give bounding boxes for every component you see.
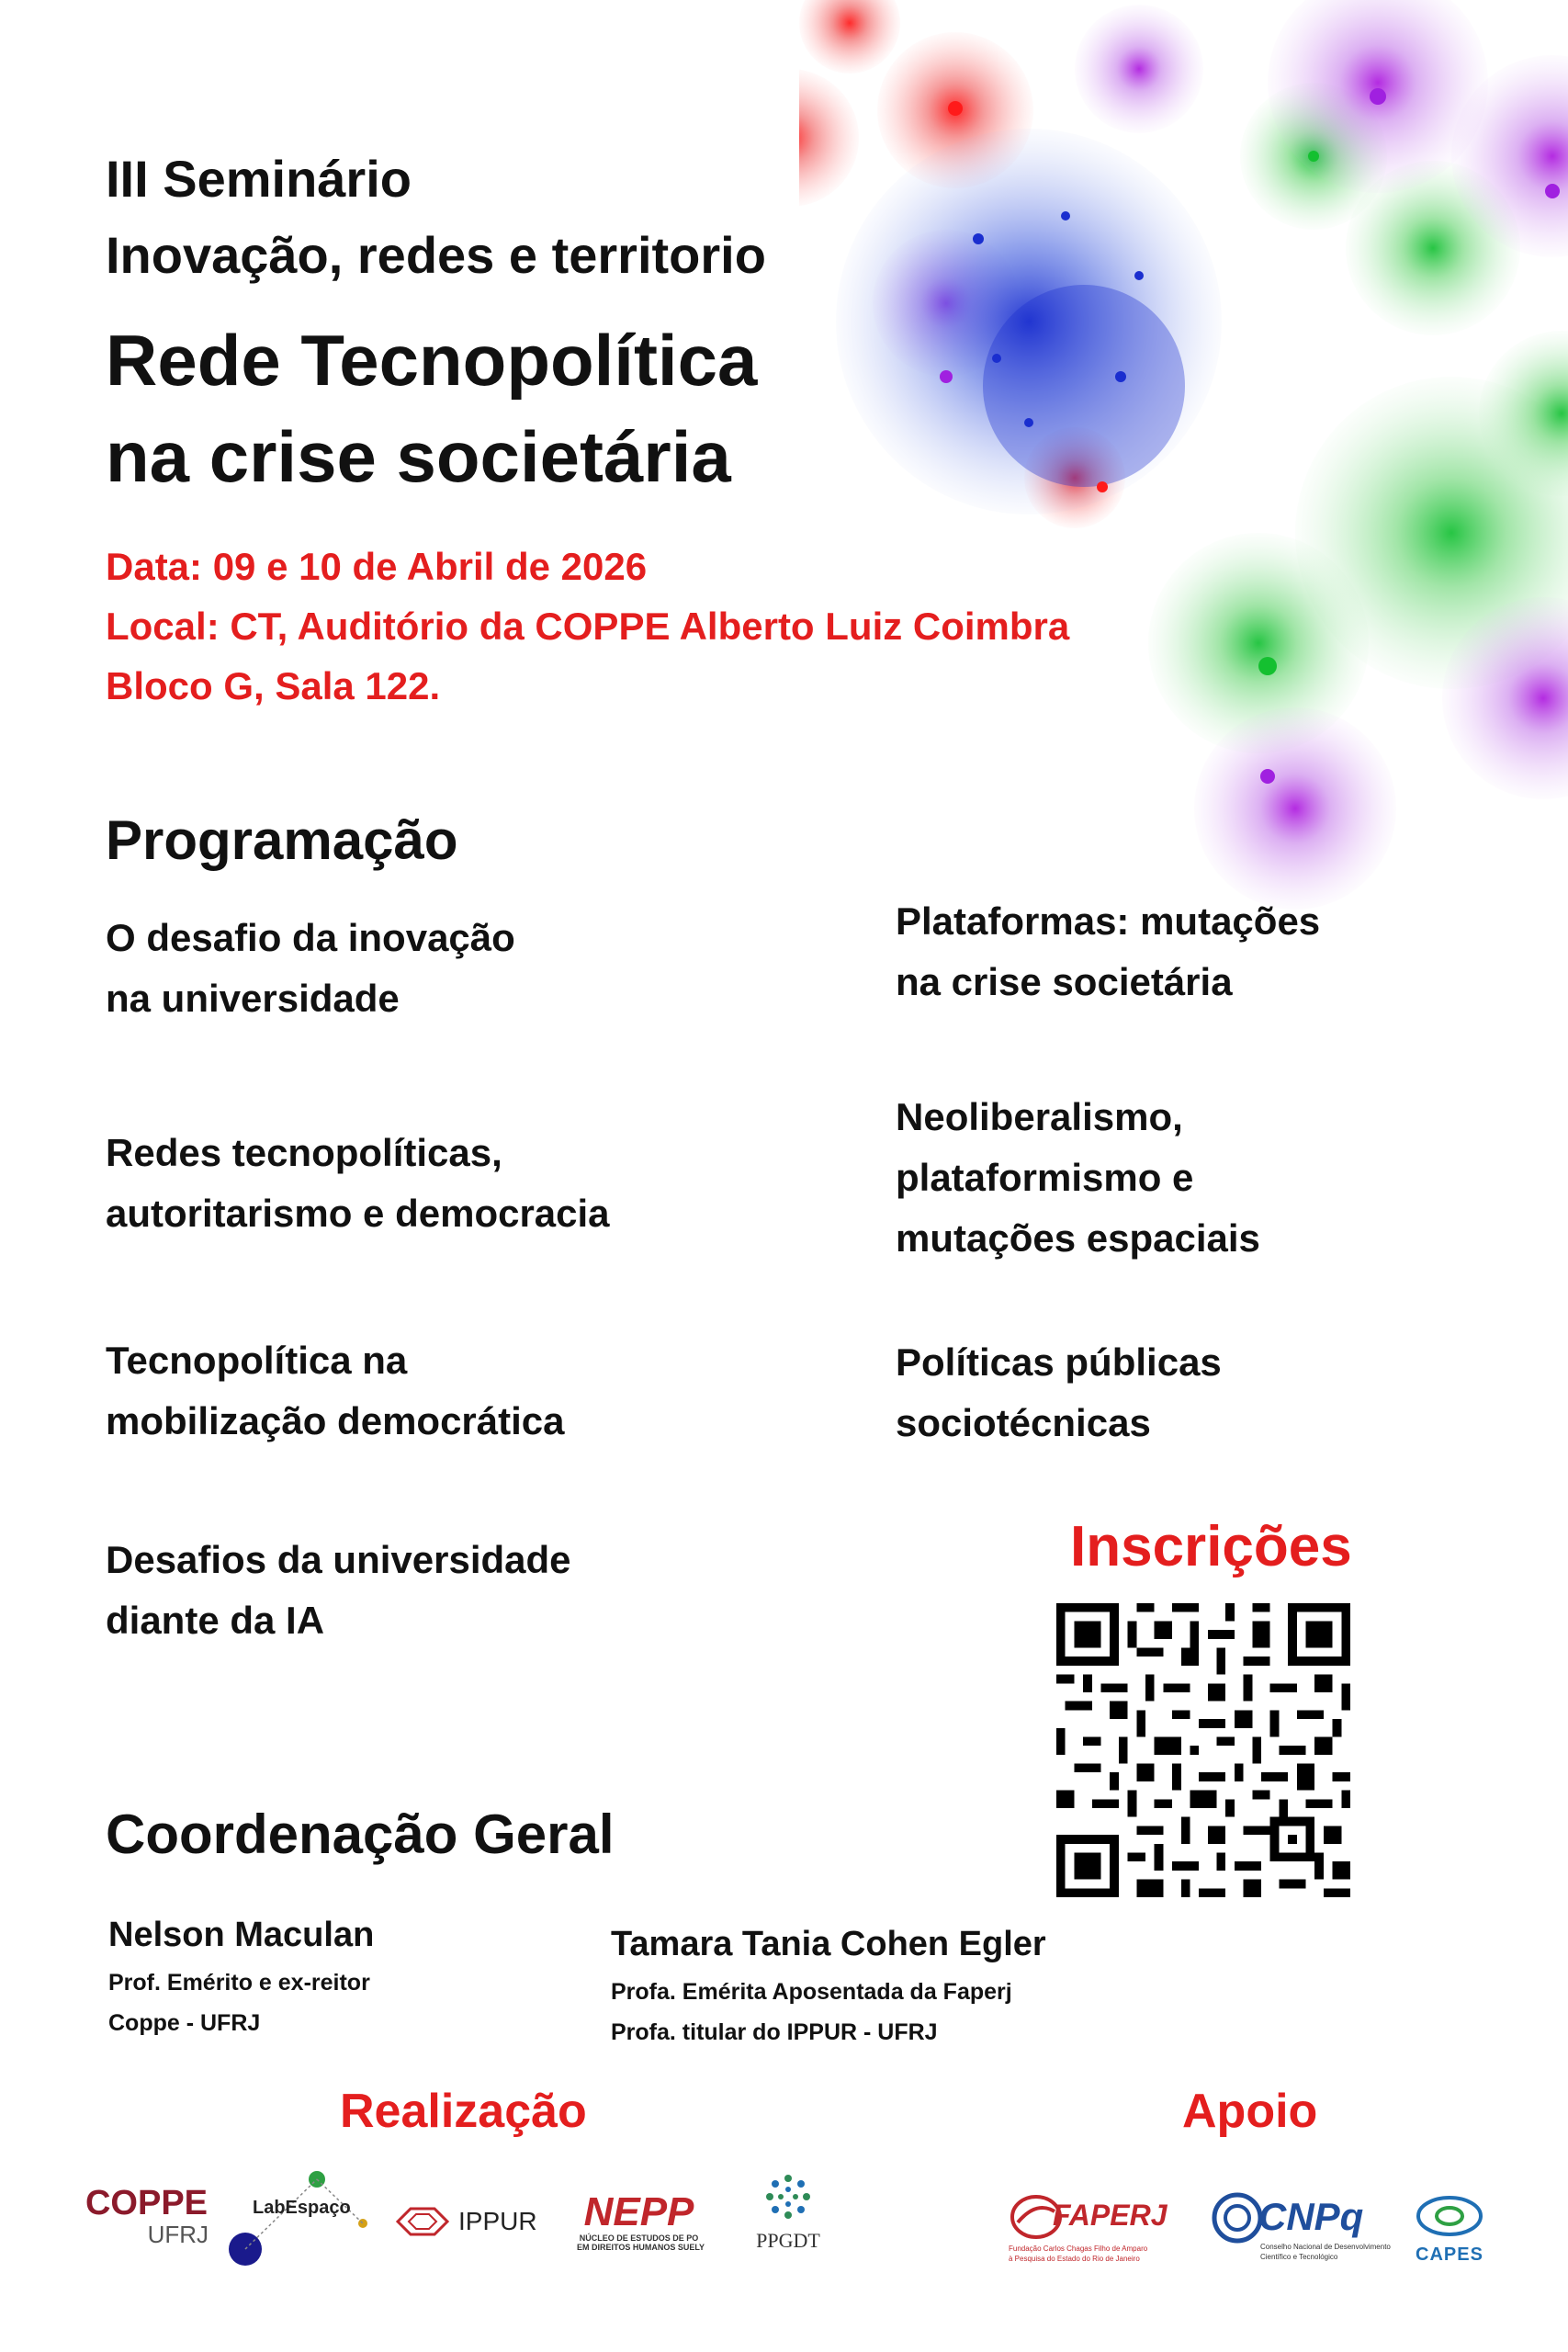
coppe-logo-text: COPPE	[85, 2184, 209, 2222]
program-item	[106, 1123, 610, 1244]
program-line: Redes tecnopolíticas,	[106, 1131, 502, 1174]
program-line: Plataformas: mutações	[896, 899, 1321, 943]
ippur-logo-graphic	[390, 2203, 455, 2240]
page-title-line1: Rede Tecnopolítica	[106, 320, 758, 401]
coordinator-role: Prof. Emérito e ex-reitor	[108, 1970, 370, 1996]
program-line: Neoliberalismo,	[896, 1095, 1183, 1138]
apoio-heading: Apoio	[1182, 2085, 1318, 2138]
program-line: plataformismo e	[896, 1156, 1194, 1199]
coordinator-role: Profa. titular do IPPUR - UFRJ	[611, 2019, 938, 2045]
program-line: autoritarismo e democracia	[106, 1192, 610, 1235]
coordinator-role: Profa. Emérita Aposentada da Faperj	[611, 1979, 1012, 2005]
ippur-logo-text: IPPUR	[458, 2207, 537, 2235]
program-item	[896, 1087, 1260, 1269]
cnpq-logo-graphic	[1211, 2191, 1264, 2245]
coordinator-role: Coppe - UFRJ	[108, 2010, 261, 2036]
labespaco-logo	[225, 2168, 381, 2269]
program-line: diante da IA	[106, 1599, 325, 1642]
registration-qr-code[interactable]	[1056, 1603, 1350, 1897]
coordenacao-heading: Coordenação Geral	[106, 1804, 615, 1865]
faperj-logo-subtext: Fundação Carlos Chagas Filho de Amparo	[1009, 2245, 1148, 2253]
seminar-label: III Seminário	[106, 150, 412, 208]
program-item	[896, 1332, 1222, 1453]
faperj-logo-subtext: à Pesquisa do Estado do Rio de Janeiro	[1009, 2255, 1140, 2263]
coordinator-card	[611, 1925, 1046, 2052]
event-place: Local: CT, Auditório da COPPE Alberto Luiz Coimbra	[106, 605, 1070, 648]
coordinator-name: Nelson Maculan	[108, 1916, 375, 1954]
coordinator-name: Tamara Tania Cohen Egler	[611, 1925, 1046, 1963]
ppgdt-logo-graphic	[759, 2173, 818, 2224]
coppe-logo	[85, 2185, 209, 2247]
coppe-logo-subtext: UFRJ	[147, 2221, 209, 2248]
nepp-logo-text: NEPP	[583, 2189, 694, 2234]
ppgdt-logo	[742, 2173, 834, 2253]
program-line: Desafios da universidade	[106, 1538, 571, 1581]
realizacao-heading: Realização	[340, 2085, 587, 2138]
program-item	[896, 891, 1320, 1012]
nepp-logo	[577, 2189, 705, 2252]
cnpq-logo-subtext: Conselho Nacional de Desenvolvimento	[1260, 2243, 1391, 2251]
program-item	[106, 1330, 565, 1452]
program-line: sociotécnicas	[896, 1401, 1151, 1444]
labespaco-logo-graphic	[225, 2168, 381, 2269]
ppgdt-logo-text: PPGDT	[756, 2229, 820, 2252]
nepp-logo-subtext: EM DIREITOS HUMANOS SUELY	[577, 2243, 705, 2252]
nepp-logo-subtext: NÚCLEO DE ESTUDOS DE PO	[579, 2233, 699, 2243]
capes-logo-graphic	[1413, 2194, 1486, 2240]
program-line: Tecnopolítica na	[106, 1339, 408, 1382]
capes-logo	[1404, 2194, 1495, 2266]
program-line: mutações espaciais	[896, 1216, 1260, 1260]
faperj-logo-text: FAPERJ	[1053, 2199, 1168, 2232]
coordinator-card	[108, 1916, 374, 2043]
programacao-heading: Programação	[106, 809, 458, 871]
page-title-line2: na crise societária	[106, 416, 731, 497]
labespaco-logo-text: LabEspaço	[253, 2198, 351, 2218]
program-item	[106, 1530, 571, 1651]
network-graph-illustration	[799, 0, 1568, 910]
seminar-theme: Inovação, redes e territorio	[106, 226, 766, 284]
program-line: na crise societária	[896, 960, 1233, 1003]
program-line: O desafio da inovação	[106, 916, 515, 959]
capes-logo-text: CAPES	[1416, 2245, 1483, 2265]
cnpq-logo-text: CNPq	[1258, 2195, 1364, 2238]
cnpq-logo-subtext: Científico e Tecnológico	[1260, 2253, 1338, 2261]
event-room: Bloco G, Sala 122.	[106, 664, 441, 707]
program-line: Políticas públicas	[896, 1340, 1222, 1384]
event-date: Data: 09 e 10 de Abril de 2026	[106, 545, 648, 588]
program-line: mobilização democrática	[106, 1399, 565, 1442]
program-line: na universidade	[106, 977, 400, 1020]
inscricoes-heading: Inscrições	[1070, 1515, 1352, 1578]
program-item	[106, 908, 515, 1029]
